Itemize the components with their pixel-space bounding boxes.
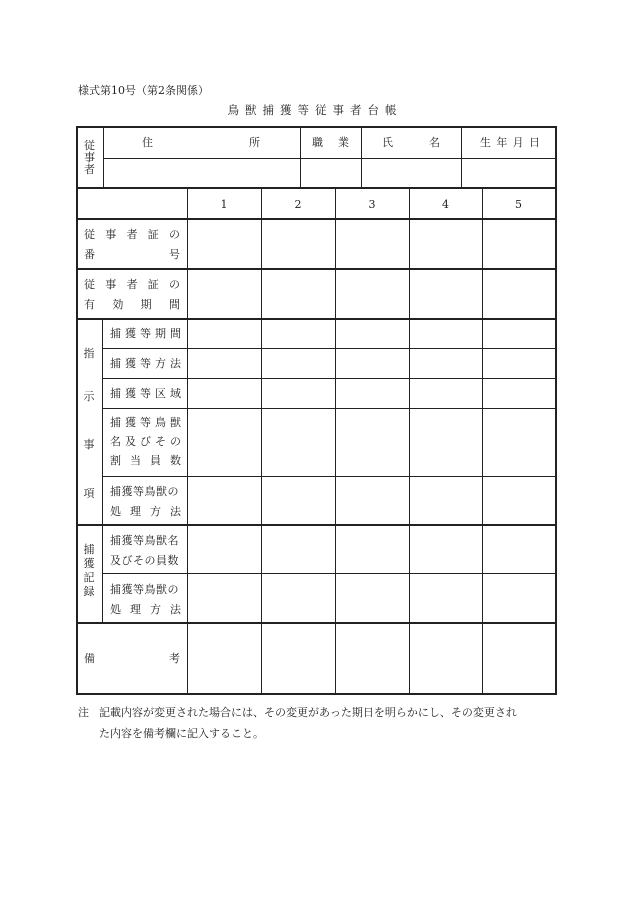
capture-method-label: 捕 獲 等 方 法 <box>110 357 181 370</box>
instructions-group-char: 項 <box>83 487 95 500</box>
instructions-group-char: 指 <box>83 347 95 360</box>
instructions-group-char: 事 <box>83 438 95 451</box>
capture-period-label: 捕 獲 等 期 間 <box>110 327 181 340</box>
column-number: 5 <box>515 198 522 211</box>
document-title: 鳥獣捕獲等従事者台帳 <box>227 103 403 117</box>
column-number: 1 <box>220 198 228 211</box>
footnote <box>78 702 558 744</box>
register-table <box>76 126 557 694</box>
cert-period-label-line1: 従 事 者 証 の <box>84 278 180 291</box>
column-number: 2 <box>294 198 302 211</box>
footnote-label: 注 <box>78 706 89 719</box>
juji-label: 従 事 者 <box>84 139 95 176</box>
record-disposal-label-line2: 処 理 方 法 <box>110 603 181 616</box>
record-species-label-line1: 捕獲等鳥獣名 <box>110 534 179 547</box>
footnote-line2: た内容を備考欄に記入すること。 <box>99 727 264 740</box>
instructions-group-char: 示 <box>83 390 95 403</box>
disposal-instr-label-line2: 処 理 方 法 <box>110 505 181 518</box>
species-alloc-label-line2: 名 及 び そ の <box>110 435 181 448</box>
form-number: 様式第10号（第2条関係） <box>78 84 209 97</box>
column-number: 3 <box>368 198 376 211</box>
record-species-label-line2: 及びその員数 <box>110 554 179 567</box>
species-alloc-label-line1: 捕 獲 等 鳥 獣 <box>110 416 181 429</box>
column-number: 4 <box>442 198 449 211</box>
address-header: 住 所 <box>142 136 260 149</box>
species-alloc-label-line3: 割 当 員 数 <box>110 454 181 467</box>
record-group-label: 捕 獲 記 録 <box>83 543 95 598</box>
record-disposal-label-line1: 捕獲等鳥獣の <box>110 583 179 596</box>
birthdate-header: 生 年 月 日 <box>480 136 540 149</box>
cert-number-label-line1: 従 事 者 証 の <box>84 228 180 241</box>
remarks-label: 備 考 <box>84 652 180 665</box>
disposal-instr-label-line1: 捕獲等鳥獣の <box>110 485 179 498</box>
footnote-line1: 記載内容が変更された場合には、その変更があった期日を明らかにし、その変更され <box>99 706 517 719</box>
cert-number-label-line2: 番 号 <box>84 248 180 261</box>
cert-period-label-line2: 有 効 期 間 <box>84 298 180 311</box>
occupation-header: 職 業 <box>312 136 349 149</box>
capture-area-label: 捕 獲 等 区 域 <box>110 387 181 400</box>
name-header: 氏 名 <box>382 136 440 149</box>
